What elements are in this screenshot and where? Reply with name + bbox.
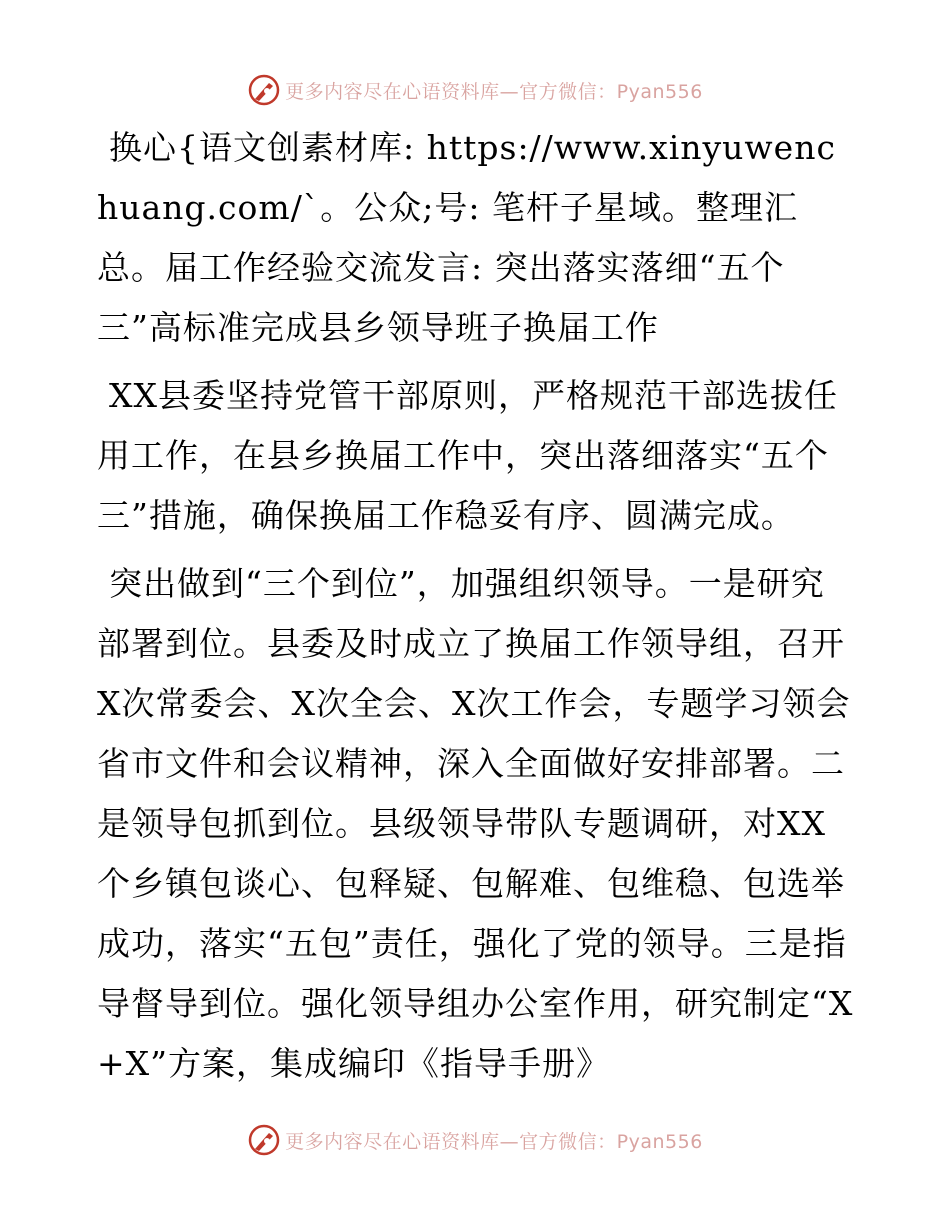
pen-logo-icon	[247, 1123, 281, 1157]
pen-logo-icon	[247, 73, 281, 107]
header-watermark-banner	[0, 70, 950, 110]
document-body	[97, 118, 857, 1094]
paragraph-section-one: 突出做到“三个到位”，加强组织领导。一是研究部署到位。县委及时成立了换届工作领导组，召开X次常委会、X次全会、X次工作会，专题学习领会省市文件和会议精神，深入全面做好安排部署。二是领导包抓到位。县级领导带队专题调研，对XX个乡镇包谈心、包释疑、包解难、包维稳、包选举成功，落实“五包”责任，强化了党的领导。三是指导督导到位。强化领导组办公室作用，研究制定“X+X”方案，集成编印《指导手册》	[97, 564, 854, 1083]
footer-watermark-banner	[0, 1120, 950, 1160]
paragraph-intro: XX县委坚持党管干部原则，严格规范干部选拔任用工作，在县乡换届工作中，突出落细落实“五个三”措施，确保换届工作稳妥有序、圆满完成。	[97, 376, 838, 535]
watermark-text: 更多内容尽在心语资料库—官方微信：Pyan556	[285, 80, 703, 103]
paragraph-title: 换心{语文创素材库: https://www.xinyuwenchuang.com/`。公众;号: 笔杆子星域。整理汇总。届工作经验交流发言: 突出落实落细“五个三”高标准完成县乡领导班子换届工作	[97, 128, 836, 347]
watermark-text: 更多内容尽在心语资料库—官方微信：Pyan556	[285, 1130, 703, 1153]
